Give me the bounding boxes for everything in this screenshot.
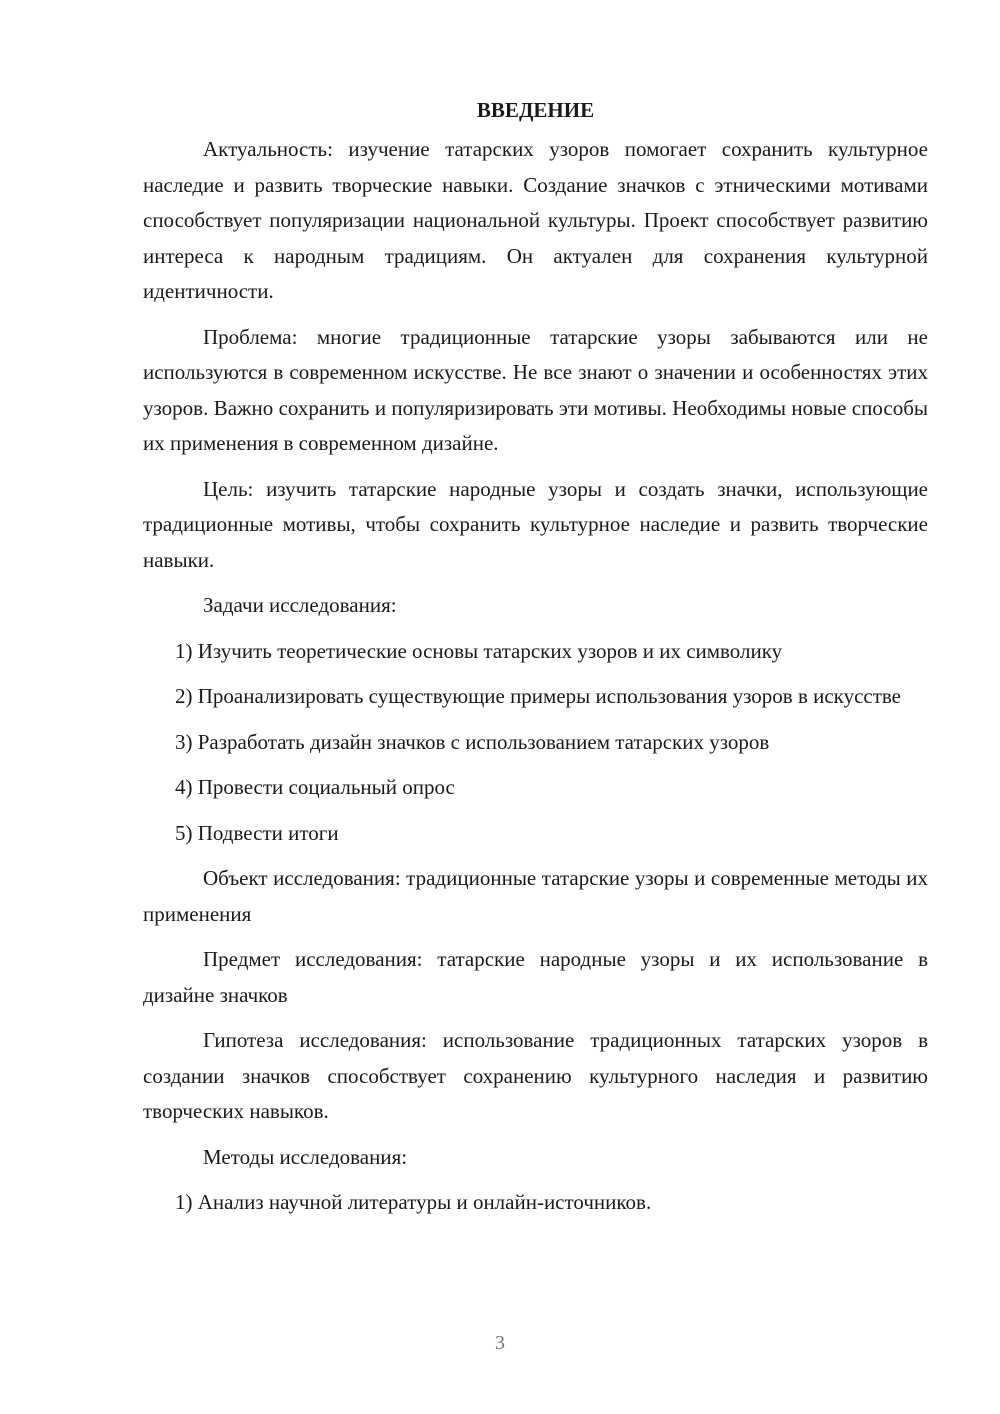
- page-number: 3: [495, 1332, 505, 1354]
- goal-paragraph: Цель: изучить татарские народные узоры и создать значки, использующие традиционные мотивы, чтобы сохранить культурное наследие и развить творческие навыки.: [143, 476, 928, 572]
- methods-heading: Методы исследования:: [203, 1144, 408, 1169]
- object-paragraph: Объект исследования: традиционные татарские узоры и современные методы их применения: [143, 866, 928, 926]
- subject-paragraph: Предмет исследования: татарские народные узоры и их использование в дизайне значков: [143, 947, 928, 1007]
- problem-paragraph: Проблема: многие традиционные татарские узоры забываются или не используются в современном искусстве. Не все знают о значении и особенностях этих узоров. Важно сохранить и популяризировать эти мотивы. Необходимы новые способы их применения в современном дизайне.: [143, 324, 928, 455]
- page-title: ВВЕДЕНИЕ: [476, 98, 595, 122]
- task-item-2: 2) Проанализировать существующие примеры использования узоров в искусстве: [175, 684, 902, 708]
- task-item-3: 3) Разработать дизайн значков с использованием татарских узоров: [175, 729, 770, 754]
- method-item-1: 1) Анализ научной литературы и онлайн-источников.: [175, 1190, 652, 1214]
- document-body: [143, 92, 928, 1221]
- task-item-1: 1) Изучить теоретические основы татарских узоров и их символику: [175, 638, 783, 663]
- task-item-4: 4) Провести социальный опрос: [175, 775, 455, 799]
- task-item-5: 5) Подвести итоги: [175, 820, 339, 845]
- hypothesis-paragraph: Гипотеза исследования: использование традиционных татарских узоров в создании значков способствует сохранению культурного наследия и развитию творческих навыков.: [143, 1028, 928, 1123]
- tasks-heading: Задачи исследования:: [203, 593, 397, 617]
- relevance-paragraph: Актуальность: изучение татарских узоров помогает сохранить культурное наследие и развить творческие навыки. Создание значков с этническими мотивами способствует популяризации национальной культуры. Проект способствует развитию интереса к народным традициям. Он актуален для сохранения культурной идентичности.: [143, 137, 928, 303]
